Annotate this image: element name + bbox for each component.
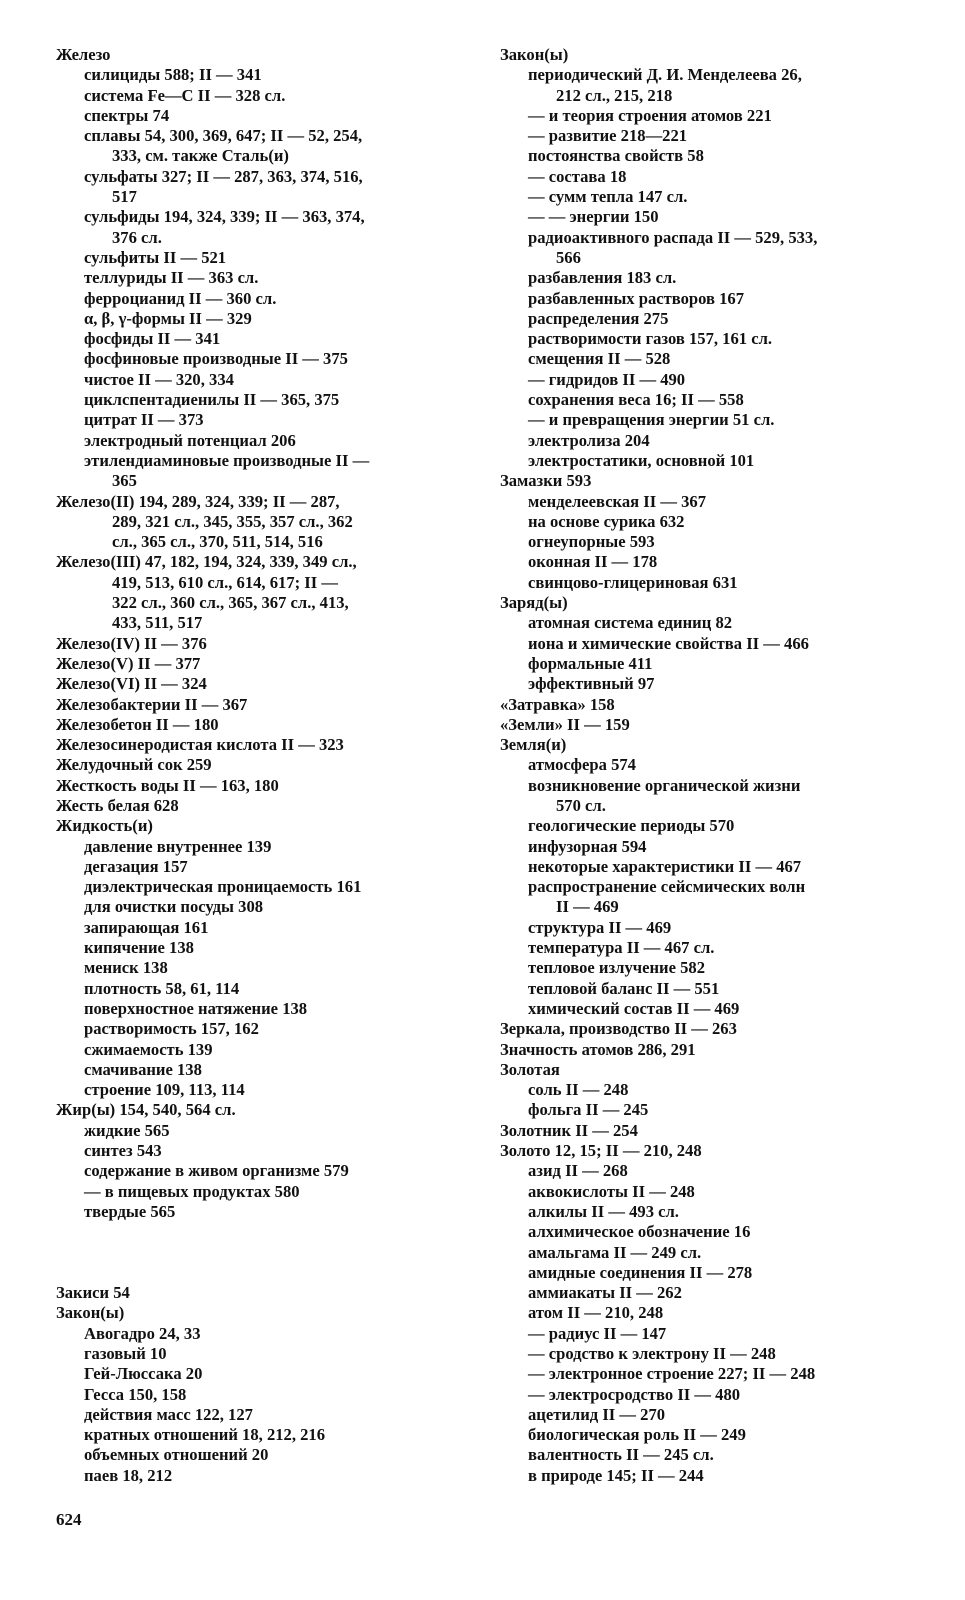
index-subentry: электродный потенциал 206 <box>84 430 296 450</box>
index-subentry: газовый 10 <box>84 1344 167 1363</box>
index-block-zh <box>56 45 456 1222</box>
index-subentry: разбавления 183 сл. <box>528 268 677 288</box>
index-subentry: ферроцианид II — 360 сл. <box>84 288 277 308</box>
index-heading: Закиси 54 <box>56 1283 130 1303</box>
index-subentry: распространение сейсмических волн <box>528 877 806 897</box>
index-block-z <box>56 1283 456 1486</box>
index-subentry: фольга II — 245 <box>528 1100 649 1120</box>
index-subentry: формальные 411 <box>528 653 653 673</box>
index-subentry: 365 <box>112 471 137 491</box>
index-heading: Железо(V) II — 377 <box>56 653 201 673</box>
index-heading: Жесткость воды II — 163, 180 <box>56 775 279 795</box>
index-subentry: сульфаты 327; II — 287, 363, 374, 516, <box>84 166 363 186</box>
index-subentry: некоторые характеристики II — 467 <box>528 856 802 876</box>
index-subentry: твердые 565 <box>84 1201 176 1221</box>
index-subentry: в природе 145; II — 244 <box>528 1465 704 1485</box>
index-subentry: фосфиновые производные II — 375 <box>84 349 348 369</box>
index-subentry: распределения 275 <box>528 308 669 328</box>
index-subentry: — состава 18 <box>528 166 627 186</box>
index-heading: Железо(IV) II — 376 <box>56 633 207 653</box>
index-subentry: геологические периоды 570 <box>528 816 735 836</box>
index-subentry: кратных отношений 18, 212, 216 <box>84 1425 326 1445</box>
index-subentry: силициды 588; II — 341 <box>84 65 262 85</box>
index-subentry: давление внутреннее 139 <box>84 836 272 856</box>
index-subentry: атомная система единиц 82 <box>528 613 733 633</box>
index-subentry: смачивание 138 <box>84 1059 202 1079</box>
index-heading: Заряд(ы) <box>500 593 568 613</box>
index-heading: Золотая <box>500 1059 560 1079</box>
index-heading: Земля(и) <box>500 735 567 755</box>
index-subentry: менделеевская II — 367 <box>528 491 706 511</box>
index-subentry: 419, 513, 610 сл., 614, 617; II — <box>112 572 338 592</box>
index-subentry: иона и химические свойства II — 466 <box>528 633 809 653</box>
index-subentry: — гидридов II — 490 <box>528 369 686 389</box>
index-subentry: температура II — 467 сл. <box>528 938 715 958</box>
index-subentry: биологическая роль II — 249 <box>528 1425 746 1445</box>
index-subentry: оконная II — 178 <box>528 552 658 572</box>
index-subentry: объемных отношений 20 <box>84 1445 269 1465</box>
index-column-right <box>500 45 920 1486</box>
index-subentry: чистое II — 320, 334 <box>84 369 234 389</box>
index-subentry: диэлектрическая проницаемость 161 <box>84 877 362 897</box>
index-subentry: 376 сл. <box>112 227 162 247</box>
index-subentry: мениск 138 <box>84 958 168 978</box>
index-subentry: инфузорная 594 <box>528 836 647 856</box>
index-subentry: сплавы 54, 300, 369, 647; II — 52, 254, <box>84 126 363 146</box>
index-subentry: циклспентадиенилы II — 365, 375 <box>84 390 340 410</box>
index-subentry: фосфиды II — 341 <box>84 329 221 349</box>
index-subentry: спектры 74 <box>84 105 170 125</box>
index-subentry: 212 сл., 215, 218 <box>556 85 673 105</box>
index-subentry: система Fe—C II — 328 сл. <box>84 85 286 105</box>
index-heading: Зеркала, производство II — 263 <box>500 1019 737 1039</box>
index-heading: Железо <box>56 45 111 64</box>
index-subentry: жидкие 565 <box>84 1120 170 1140</box>
index-subentry: 570 сл. <box>556 795 606 815</box>
index-subentry: паев 18, 212 <box>84 1465 173 1485</box>
index-subentry: действия масс 122, 127 <box>84 1404 253 1424</box>
index-heading: Железобетон II — 180 <box>56 714 219 734</box>
index-column-left <box>56 45 456 1486</box>
index-subentry: алхимическое обозначение 16 <box>528 1222 751 1242</box>
index-subentry: аммиакаты II — 262 <box>528 1283 682 1303</box>
index-subentry: запирающая 161 <box>84 917 209 937</box>
index-subentry: — — энергии 150 <box>528 207 659 227</box>
index-subentry: II — 469 <box>556 897 619 917</box>
index-subentry: сохранения веса 16; II — 558 <box>528 390 744 410</box>
index-subentry: — электронное строение 227; II — 248 <box>528 1364 816 1384</box>
index-heading: Железо(III) 47, 182, 194, 324, 339, 349 сл., <box>56 552 357 572</box>
index-heading: Желудочный сок 259 <box>56 755 212 775</box>
index-subentry: поверхностное натяжение 138 <box>84 998 308 1018</box>
index-subentry: смещения II — 528 <box>528 349 671 369</box>
index-heading: «Земли» II — 159 <box>500 714 630 734</box>
section-gap <box>56 1222 456 1283</box>
index-subentry: возникновение органической жизни <box>528 775 801 795</box>
index-subentry: — в пищевых продуктах 580 <box>84 1181 300 1201</box>
index-subentry: 433, 511, 517 <box>112 613 203 633</box>
index-subentry: — развитие 218—221 <box>528 126 688 146</box>
index-subentry: алкилы II — 493 сл. <box>528 1201 679 1221</box>
index-subentry: цитрат II — 373 <box>84 410 204 430</box>
index-subentry: сжимаемость 139 <box>84 1039 213 1059</box>
index-subentry: Гей-Люссака 20 <box>84 1364 203 1384</box>
index-subentry: дегазация 157 <box>84 856 188 876</box>
index-subentry: растворимость 157, 162 <box>84 1019 259 1039</box>
index-subentry: синтез 543 <box>84 1141 162 1161</box>
index-subentry: постоянства свойств 58 <box>528 146 704 166</box>
index-subentry: сульфиты II — 521 <box>84 247 227 267</box>
index-subentry: аквокислоты II — 248 <box>528 1181 695 1201</box>
index-subentry: сульфиды 194, 324, 339; II — 363, 374, <box>84 207 365 227</box>
index-subentry: теллуриды II — 363 сл. <box>84 268 259 288</box>
index-subentry: атом II — 210, 248 <box>528 1303 664 1323</box>
index-subentry: химический состав II — 469 <box>528 998 740 1018</box>
index-subentry: кипячение 138 <box>84 938 194 958</box>
index-subentry: свинцово-глицериновая 631 <box>528 572 738 592</box>
index-subentry: радиоактивного распада II — 529, 533, <box>528 227 818 247</box>
index-subentry: — сумм тепла 147 сл. <box>528 187 688 207</box>
index-subentry: амидные соединения II — 278 <box>528 1262 753 1282</box>
index-subentry: 333, см. также Сталь(и) <box>112 146 289 166</box>
index-subentry: — сродство к электрону II — 248 <box>528 1344 776 1363</box>
index-heading: Замазки 593 <box>500 471 592 491</box>
page-number: 624 <box>56 1510 82 1529</box>
index-subentry: электролиза 204 <box>528 430 650 450</box>
index-heading: Железо(VI) II — 324 <box>56 674 207 694</box>
index-subentry: тепловой баланс II — 551 <box>528 978 720 998</box>
index-subentry: азид II — 268 <box>528 1161 628 1181</box>
index-subentry: огнеупорные 593 <box>528 532 655 552</box>
index-heading: Золото 12, 15; II — 210, 248 <box>500 1141 702 1161</box>
index-subentry: плотность 58, 61, 114 <box>84 978 240 998</box>
index-subentry: этилендиаминовые производные II — <box>84 450 370 470</box>
index-subentry: 517 <box>112 187 137 207</box>
index-subentry: строение 109, 113, 114 <box>84 1080 245 1100</box>
index-subentry: соль II — 248 <box>528 1080 629 1100</box>
index-subentry: Авогадро 24, 33 <box>84 1323 201 1343</box>
index-subentry: — и превращения энергии 51 сл. <box>528 410 775 430</box>
index-subentry: атмосфера 574 <box>528 755 636 775</box>
index-heading: Закон(ы) <box>56 1303 125 1323</box>
index-subentry: Гесса 150, 158 <box>84 1384 187 1404</box>
index-heading: Жир(ы) 154, 540, 564 сл. <box>56 1100 236 1120</box>
index-subentry: 289, 321 сл., 345, 355, 357 сл., 362 <box>112 511 353 531</box>
index-subentry: эффективный 97 <box>528 674 655 694</box>
index-subentry: валентность II — 245 сл. <box>528 1445 714 1465</box>
index-heading: Золотник II — 254 <box>500 1120 638 1140</box>
index-subentry: разбавленных растворов 167 <box>528 288 745 308</box>
index-subentry: ацетилид II — 270 <box>528 1404 666 1424</box>
index-heading: Жидкость(и) <box>56 816 153 836</box>
index-subentry: — и теория строения атомов 221 <box>528 105 772 125</box>
index-subentry: α, β, γ-формы II — 329 <box>84 308 252 328</box>
index-subentry: для очистки посуды 308 <box>84 897 264 917</box>
index-subentry: растворимости газов 157, 161 сл. <box>528 329 773 349</box>
index-heading: Закон(ы) <box>500 45 569 64</box>
index-subentry: периодический Д. И. Менделеева 26, <box>528 65 802 85</box>
index-subentry: 322 сл., 360 сл., 365, 367 сл., 413, <box>112 593 349 613</box>
index-heading: Железосинеродистая кислота II — 323 <box>56 735 344 755</box>
index-subentry: амальгама II — 249 сл. <box>528 1242 702 1262</box>
index-subentry: содержание в живом организме 579 <box>84 1161 349 1181</box>
index-subentry: на основе сурика 632 <box>528 511 685 531</box>
index-subentry: сл., 365 сл., 370, 511, 514, 516 <box>112 532 323 552</box>
index-subentry: — радиус II — 147 <box>528 1323 667 1343</box>
index-subentry: тепловое излучение 582 <box>528 958 706 978</box>
index-heading: Значность атомов 286, 291 <box>500 1039 696 1059</box>
index-subentry: структура II — 469 <box>528 917 672 937</box>
index-heading: Жесть белая 628 <box>56 795 179 815</box>
index-subentry: 566 <box>556 247 581 267</box>
index-heading: «Затравка» 158 <box>500 694 615 714</box>
index-subentry: электростатики, основной 101 <box>528 450 755 470</box>
index-heading: Железобактерии II — 367 <box>56 694 248 714</box>
index-heading: Железо(II) 194, 289, 324, 339; II — 287, <box>56 491 340 511</box>
index-subentry: — электросродство II — 480 <box>528 1384 741 1404</box>
